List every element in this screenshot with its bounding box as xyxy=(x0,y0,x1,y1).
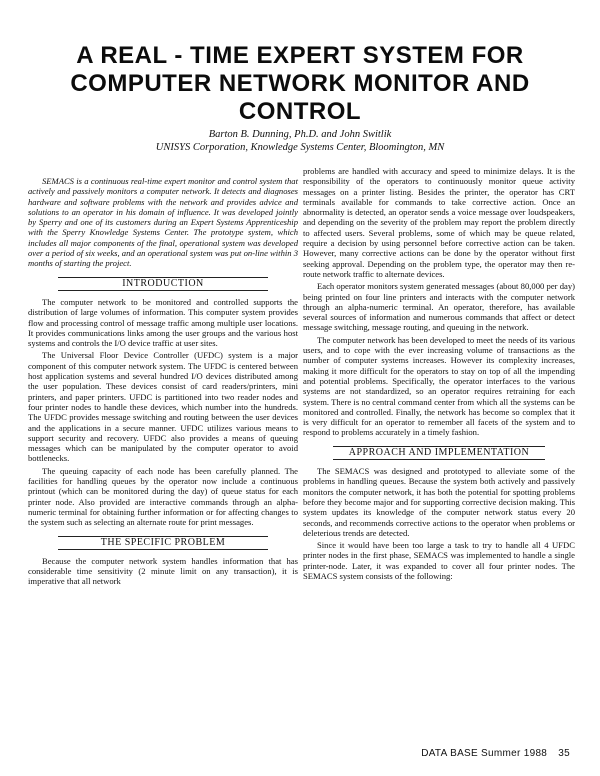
section-heading-introduction: INTRODUCTION xyxy=(58,277,268,291)
journal-name: DATA BASE Summer 1988 xyxy=(421,748,548,759)
paragraph: Because the computer network system handles information that has considerable time sensitivity (2 minute limit on any transaction), it is imperative that all network xyxy=(28,555,298,587)
abstract: SEMACS is a continuous real-time expert monitor and control system that actively and passively monitors a computer network. It detects and diagnoses hardware and software problems with the network and provides advice and solutions to an operator in his domain of influence. It was developed jointly by Sperry and one of its customers during an Expert Systems Apprenticeship with the Sperry Knowledge Systems Center. The prototype system, which includes all major components of the final, operational system was developed over a period of six weeks, and an operational system was put on-line within 3 months of starting the project. xyxy=(28,176,298,269)
paragraph: The computer network to be monitored and controlled supports the distribution of large volumes of information. This computer system provides flow and processing control of message traffic among multiple user locations. It provides communications links among the user groups and the various host systems and controls the I/O device traffic at user sites. xyxy=(28,296,298,349)
author-block xyxy=(60,128,540,154)
paragraph: The Universal Floor Device Controller (UFDC) system is a major component of this computer network system. The UFDC is centered between host application systems and several hundred I/O devices distributed among the user population. These devices consist of card readers/printers, mini printers, and paper printers. UFDC is partitioned into two reader nodes and four printer nodes to handle these devices, which number into the hundreds. The UFDC provides message switching and routing between the user devices and the applications in a secure manner. UFDC utilizes various means to support security and recovery. UFDC also provides a means of queuing messages which can be manipulated by the computer operator to avoid bottlenecks. xyxy=(28,350,298,464)
right-column xyxy=(303,166,575,581)
title-line-2: COMPUTER NETWORK MONITOR AND xyxy=(70,70,530,97)
title-line-1: A REAL - TIME EXPERT SYSTEM FOR xyxy=(76,42,524,69)
paragraph: Since it would have been too large a task to try to handle all 4 UFDC printer nodes in the first phase, SEMACS was implemented to handle a single printer-node. Later, it was expanded to cover all four printer nodes. The SEMACS system consists of the following: xyxy=(303,540,575,581)
paper-title xyxy=(30,42,570,126)
section-heading-approach: APPROACH AND IMPLEMENTATION xyxy=(333,446,545,460)
left-column xyxy=(28,176,298,587)
author-names: Barton B. Dunning, Ph.D. and John Switlik xyxy=(208,129,392,140)
page-number: 35 xyxy=(558,748,570,759)
section-heading-specific-problem: THE SPECIFIC PROBLEM xyxy=(58,536,268,550)
paragraph: Each operator monitors system generated messages (about 80,000 per day) being printed on four line printers and interacts with the computer network through an alpha-numeric terminal. An operator, therefore, has available several sources of information and numerous commands that affect or detect message switching, message routing, and queuing in the network. xyxy=(303,281,575,333)
paragraph: The queuing capacity of each node has been carefully planned. The facilities for handling queues by the operator now include a continuous printout (which can be monitored during the day) of queue status for each printer node. Also provided are interactive commands through an alpha-numeric terminal for obtaining further information or for affecting changes to the system such as selecting an alternate route for print messages. xyxy=(28,465,298,528)
paragraph: The computer network has been developed to meet the needs of its various users, and to cope with the ever increasing volume of transactions as the number of computer systems increases. However its complexity increases, making it more difficult for the operators to stay on top of all the impending and potential problems. Specifically, the operator interfaces to the various systems are not standardized, so an operator requires retraining for each system. There is no central command center from which all the systems can be monitored and controlled. Finally, the network has become so complex that it is very difficult for an operator to remember all facets of the system and to respond to problems accurately in a timely fashion. xyxy=(303,334,575,438)
author-affiliation: UNISYS Corporation, Knowledge Systems Center, Bloomington, MN xyxy=(155,142,445,153)
paragraph: The SEMACS was designed and prototyped to alleviate some of the problems in handling queues. Because the system both actively and passively monitors the computer network, it has both the potential for spotting problems before they become major and for supporting corrective decision making. This system updates its knowledge of the computer network status every 20 seconds, and recommends corrective actions to the operator when problems or deleterious trends are detected. xyxy=(303,466,575,538)
title-line-3: CONTROL xyxy=(238,98,362,125)
page-footer xyxy=(421,748,570,759)
paragraph: problems are handled with accuracy and speed to minimize delays. It is the responsibility of the operators to continuously monitor queue activity messages on a printer listing. Besides the printer, the operator has CRT terminals available for commands to take corrective action. Once an abnormality is detected, an operator sends a voice message over loudspeakers, and depending on the severity of the problem may report the problem directly to affected users. Several problems, some of which may be queue related, require a decision by using personnel before corrective action can be taken. However, many corrective actions can be done by the operator without first seeking approval. Depending on the problem type, the operator may then re-route network traffic to alternate devices. xyxy=(303,166,575,279)
